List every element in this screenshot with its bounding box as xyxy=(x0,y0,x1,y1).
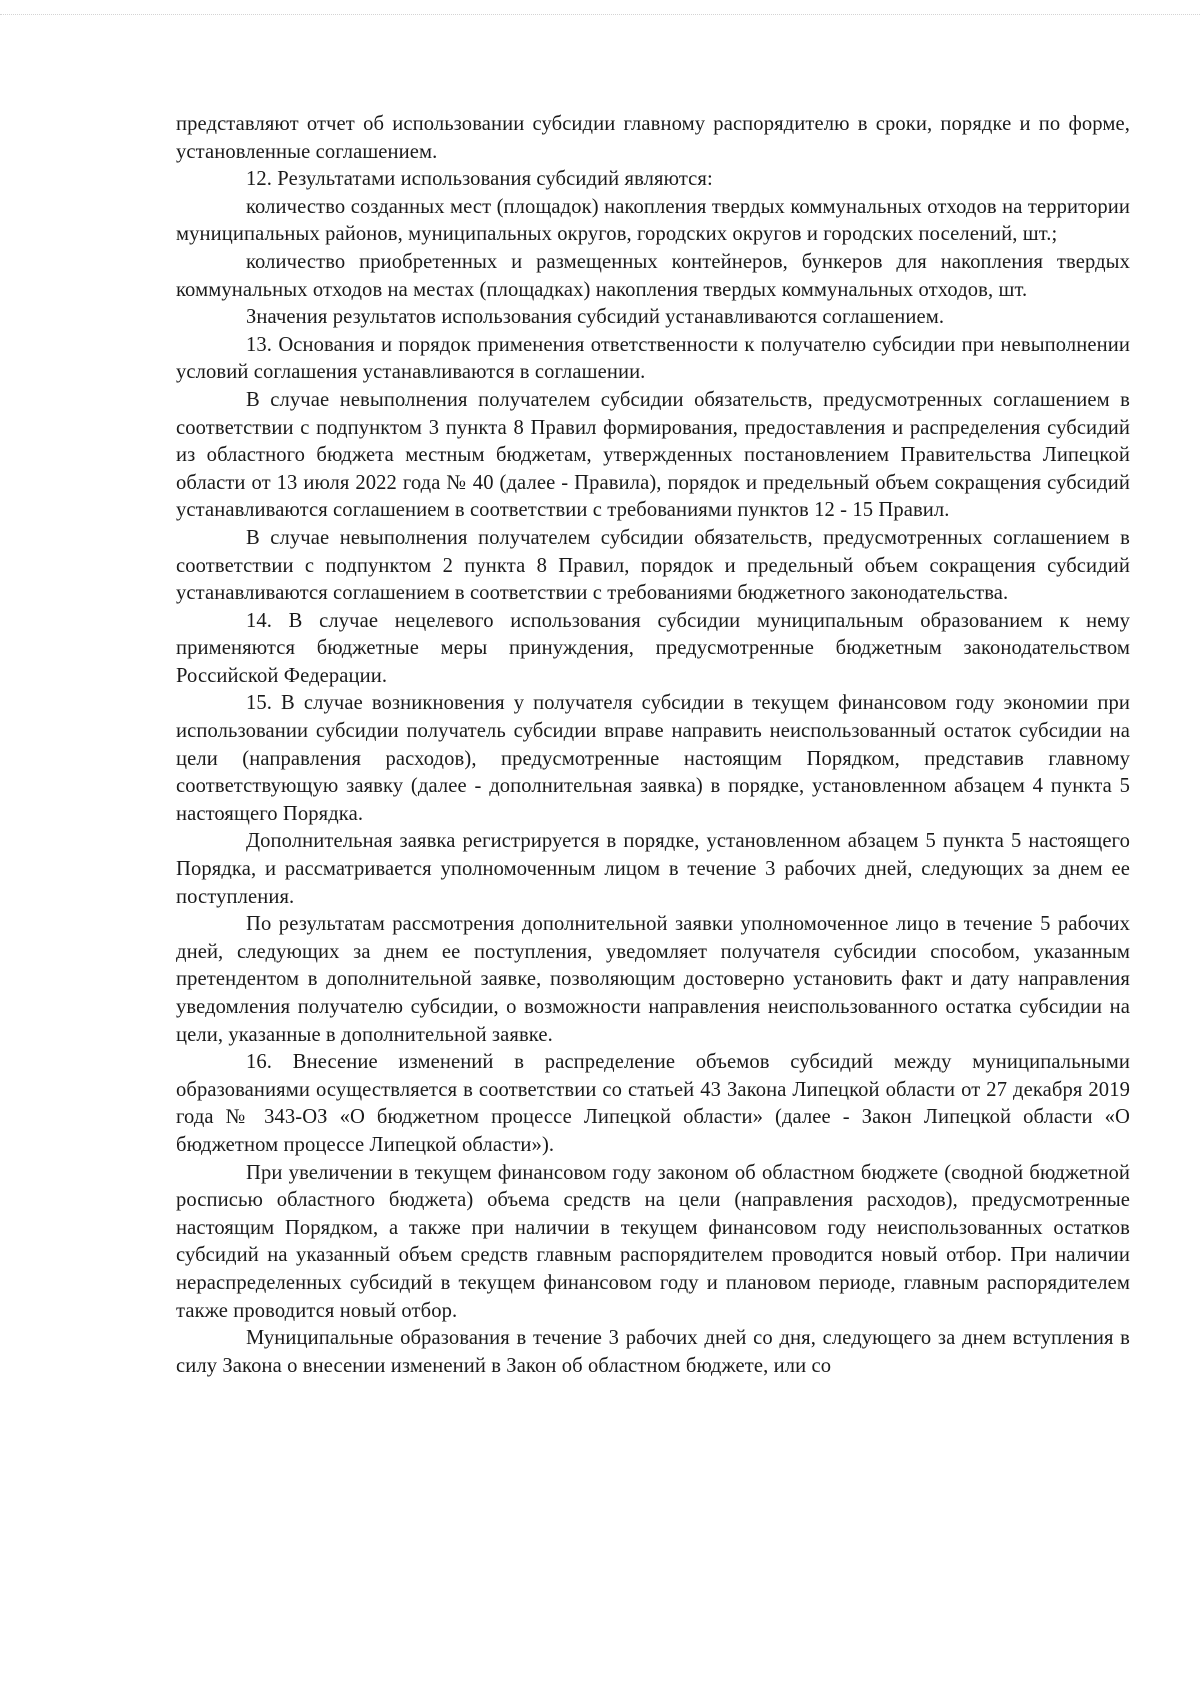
paragraph-item-14: 14. В случае нецелевого использования субсидии муниципальным образованием к нему применяются бюджетные меры принуждения, предусмотренные бюджетным законодательством Российской Федерации. xyxy=(176,609,1130,687)
paragraph-report-continuation: представляют отчет об использовании субсидии главному распорядителю в сроки, порядке и по форме, установленные соглашением. xyxy=(176,113,1130,163)
paragraph-item-12-heading: 12. Результатами использования субсидий являются: xyxy=(246,168,713,191)
paragraph-item-16-municipal: Муниципальные образования в течение 3 рабочих дней со дня, следующего за днем вступления в силу Закона о внесении изменений в Закон об областном бюджете, или со xyxy=(176,1327,1130,1377)
paragraph-item-15: 15. В случае возникновения у получателя субсидии в текущем финансовом году экономии при использовании субсидии получатель субсидии вправе направить неиспользованный остаток субсидии на цели (направления расходов), предусмотренные настоящим Порядком, представив главному соответствующую заявку (далее - дополнительная заявка) в порядке, установленном абзацем 4 пункта 5 настоящего Порядка. xyxy=(176,692,1130,825)
paragraph-item-13-rules-2: В случае невыполнения получателем субсидии обязательств, предусмотренных соглашением в соответствии с подпунктом 2 пункта 8 Правил, порядок и предельный объем сокращения субсидий устанавливаются соглашением в соответствии с требованиями бюджетного законодательства. xyxy=(176,526,1130,605)
paragraph-item-15-notification: По результатам рассмотрения дополнительной заявки уполномоченное лицо в течение 5 рабочих дней, следующих за днем ее поступления, уведомляет получателя субсидии способом, указанным претендентом в дополнительной заявке, позволяющим достоверно установить факт и дату направления уведомления получателю субсидии, о возможности направления неиспользованного остатка субсидии на цели, указанные в дополнительной заявке. xyxy=(176,913,1130,1046)
paragraph-item-15-registration: Дополнительная заявка регистрируется в порядке, установленном абзацем 5 пункта 5 настоящего Порядка, и рассматривается уполномоченным лицом в течение 3 рабочих дней, следующих за днем ее поступления. xyxy=(176,830,1130,908)
paragraph-item-13: 13. Основания и порядок применения ответственности к получателю субсидии при невыполнении условий соглашения устанавливаются в соглашении. xyxy=(176,333,1130,384)
paragraph-item-16-new-selection: При увеличении в текущем финансовом году законом об областном бюджете (сводной бюджетной росписью областного бюджета) объема средств на цели (направления расходов), предусмотренные настоящим Порядком, а также при наличии в текущем финансовом году неиспользованных остатков субсидий на указанный объем средств главным распорядителем проводится новый отбор. При наличии нераспределенных субсидий в текущем финансовом году и плановом периоде, главным распорядителем также проводится новый отбор. xyxy=(176,1161,1130,1322)
paragraph-result-containers: количество приобретенных и размещенных контейнеров, бункеров для накопления твердых коммунальных отходов на местах (площадках) накопления твердых коммунальных отходов, шт. xyxy=(176,250,1130,301)
paragraph-item-13-rules-3: В случае невыполнения получателем субсидии обязательств, предусмотренных соглашением в соответствии с подпунктом 3 пункта 8 Правил формирования, предоставления и распределения субсидий из областного бюджета местным бюджетам, утвержденных постановлением Правительства Липецкой области от 13 июля 2022 года № 40 (далее - Правила), порядок и предельный объем сокращения субсидий устанавливаются соглашением в соответствии с требованиями пунктов 12 - 15 Правил. xyxy=(176,388,1130,522)
paragraph-result-sites: количество созданных мест (площадок) накопления твердых коммунальных отходов на территории муниципальных районов, муниципальных округов, городских округов и городских поселений, шт.; xyxy=(176,195,1130,246)
paragraph-item-16: 16. Внесение изменений в распределение объемов субсидий между муниципальными образованиями осуществляется в соответствии со статьей 43 Закона Липецкой области от 27 декабря 2019 года № 343-ОЗ «О бюджетном процессе Липецкой области» (далее - Закон Липецкой области «О бюджетном процессе Липецкой области»). xyxy=(176,1051,1130,1156)
paragraph-result-values: Значения результатов использования субсидий устанавливаются соглашением. xyxy=(246,306,945,329)
document-body xyxy=(176,111,1130,1380)
page-top-edge xyxy=(0,14,1200,15)
